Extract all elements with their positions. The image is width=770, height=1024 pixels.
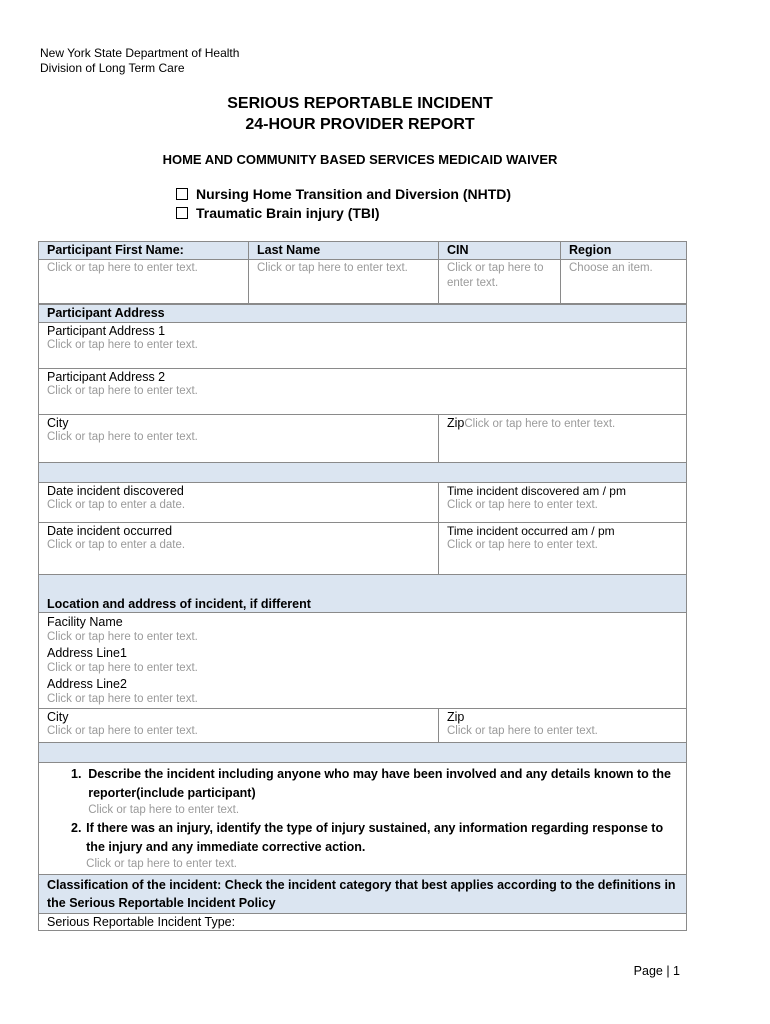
checkbox-label-tbi: Traumatic Brain injury (TBI) (196, 205, 380, 221)
incident-type-label: Serious Reportable Incident Type: (47, 915, 236, 929)
cin-label: CIN (439, 242, 561, 260)
header-division: Division of Long Term Care (40, 61, 185, 75)
region-select[interactable]: Choose an item. (569, 262, 653, 274)
location-zip-label: Zip (447, 710, 465, 724)
form-subtitle: HOME AND COMMUNITY BASED SERVICES MEDICAID WAIVER (162, 152, 558, 167)
classification-heading: Classification of the incident: Check the incident category that best applies according to the definitions in the Serious Reportable Incident Policy (39, 875, 687, 914)
time-discovered-input[interactable]: Click or tap here to enter text. (447, 499, 598, 511)
question-1: 1. Describe the incident including anyone who may have been involved and any details known to the reporter(include participant) Click or tap here to enter text. (47, 765, 678, 818)
spacer-row (39, 463, 687, 483)
zip-input[interactable]: Click or tap here to enter text. (464, 418, 616, 430)
question-1-text: Describe the incident including anyone who may have been involved and any details known to the reporter(include participant) (88, 767, 671, 800)
time-occurred-label: Time incident occurred am / pm (447, 524, 615, 538)
time-discovered-label: Time incident discovered am / pm (447, 484, 626, 498)
address2-input[interactable]: Click or tap here to enter text. (47, 385, 198, 397)
checkbox-label-nhtd: Nursing Home Transition and Diversion (NHTD) (196, 186, 512, 202)
address-table (38, 304, 687, 931)
date-discovered-label: Date incident discovered (47, 484, 184, 498)
location-line1-input[interactable]: Click or tap here to enter text. (47, 662, 198, 674)
location-section: Location and address of incident, if different (39, 575, 687, 613)
participant-table (38, 241, 687, 304)
location-line2-label: Address Line2 (47, 677, 127, 691)
city-input[interactable]: Click or tap here to enter text. (47, 431, 198, 443)
facility-name-label: Facility Name (47, 615, 123, 629)
question-2: 2. If there was an injury, identify the type of injury sustained, any information regarding response to the injury and any immediate corrective action. Click or tap here to enter text. (47, 819, 678, 872)
location-city-label: City (47, 710, 69, 724)
checkbox-tbi[interactable] (176, 205, 380, 221)
checkbox-icon[interactable] (176, 207, 188, 219)
form-title-line2: 24-HOUR PROVIDER REPORT (245, 116, 475, 133)
facility-name-input[interactable]: Click or tap here to enter text. (47, 631, 198, 643)
address1-input[interactable]: Click or tap here to enter text. (47, 339, 198, 351)
location-line2-input[interactable]: Click or tap here to enter text. (47, 693, 198, 705)
address2-label: Participant Address 2 (47, 370, 166, 384)
last-name-input[interactable]: Click or tap here to enter text. (257, 262, 408, 274)
checkbox-icon[interactable] (176, 188, 188, 200)
first-name-input[interactable]: Click or tap here to enter text. (47, 262, 198, 274)
checkbox-nhtd[interactable] (176, 186, 511, 202)
question-1-input[interactable]: Click or tap here to enter text. (88, 804, 240, 816)
address1-label: Participant Address 1 (47, 324, 166, 338)
location-zip-input[interactable]: Click or tap here to enter text. (447, 725, 598, 737)
last-name-label: Last Name (249, 242, 439, 260)
date-occurred-input[interactable]: Click or tap to enter a date. (47, 539, 186, 551)
date-discovered-input[interactable]: Click or tap to enter a date. (47, 499, 186, 511)
date-occurred-label: Date incident occurred (47, 524, 173, 538)
time-occurred-input[interactable]: Click or tap here to enter text. (447, 539, 598, 551)
cin-input[interactable]: Click or tap here to enter text. (447, 262, 544, 289)
participant-address-section: Participant Address (39, 305, 687, 323)
region-label: Region (561, 242, 687, 260)
spacer-row (39, 743, 687, 763)
city-label: City (47, 416, 69, 430)
location-city-input[interactable]: Click or tap here to enter text. (47, 725, 198, 737)
first-name-label: Participant First Name: (39, 242, 249, 260)
page-number: Page | 1 (633, 964, 680, 978)
location-line1-label: Address Line1 (47, 646, 127, 660)
question-2-input[interactable]: Click or tap here to enter text. (86, 858, 237, 870)
zip-label: Zip (447, 416, 465, 430)
form-title: SERIOUS REPORTABLE INCIDENT (227, 95, 493, 112)
header-department: New York State Department of Health (40, 46, 240, 60)
question-2-text: If there was an injury, identify the type of injury sustained, any information regarding response to the injury and any immediate corrective action. (86, 821, 664, 854)
